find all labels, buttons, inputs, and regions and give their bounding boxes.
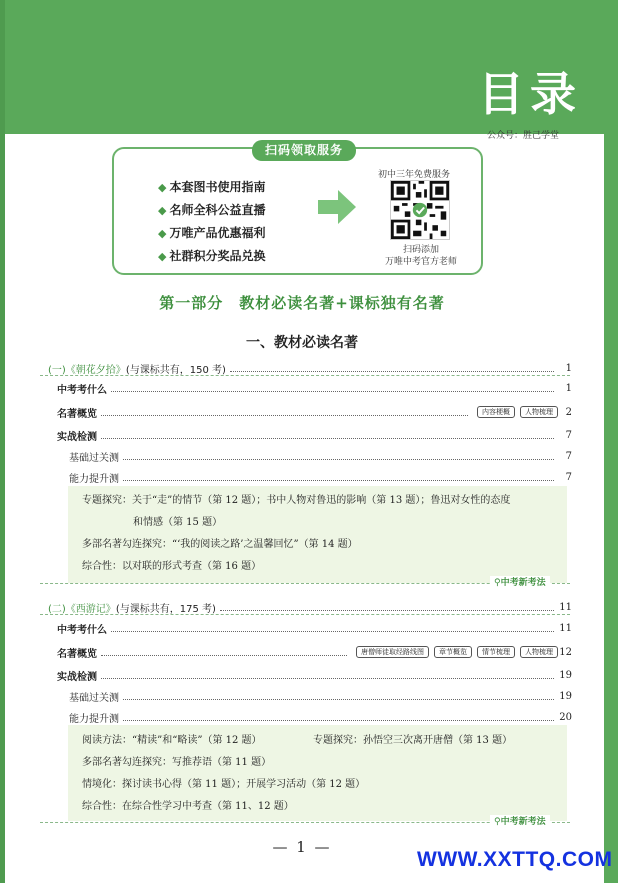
diamond-icon: ◆ — [158, 250, 167, 263]
tag: 唐僧师徒取经路线图 — [356, 646, 429, 658]
tag: 章节概览 — [434, 646, 472, 658]
toc-title: 目录 — [478, 67, 582, 121]
topic-item: 和情感（第 15 题） — [133, 517, 223, 528]
qr-caption-top: 初中三年免费服务 — [378, 170, 451, 180]
watermark-site: WWW.XXTTQ.COM — [417, 848, 613, 871]
topic-item: 综合性：在综合性学习中考查（第 11、12 题） — [82, 801, 294, 812]
gongzhonghao-label: 公众号：胜己学堂 — [487, 131, 560, 141]
qr-caption-2: 万唯中考官方老师 — [384, 257, 457, 267]
part-title: 第一部分 教材必读名著+课标独有名著 — [159, 294, 445, 312]
section-title: 一、教材必读名著 — [246, 335, 358, 351]
tag: 内容梗概 — [477, 406, 515, 418]
toc-entry[interactable]: 中考考什么 1 — [57, 382, 572, 396]
service-item: ◆ 万唯产品优惠福利 — [158, 226, 266, 240]
tag: 情节梳理 — [477, 646, 515, 658]
service-item: ◆ 社群积分奖品兑换 — [158, 249, 266, 263]
toc-entry[interactable]: 能力提升测 20 — [69, 711, 572, 725]
right-band — [604, 0, 618, 883]
left-edge — [0, 0, 5, 883]
qr-caption-1: 扫码添加 — [402, 245, 439, 255]
topic-item: 专题探究：孙悟空三次离开唐僧（第 13 题） — [313, 735, 513, 746]
pin-icon: ⚲ — [494, 578, 501, 588]
qr-code[interactable] — [390, 180, 450, 240]
toc-entry[interactable]: 实战检测 19 — [57, 669, 572, 683]
service-item: ◆ 本套图书使用指南 — [158, 180, 266, 194]
pin-icon: ⚲ — [494, 817, 501, 827]
toc-entry[interactable]: 名著概览 唐僧师徒取经路线图 章节概览 情节梳理 人物梳理 12 — [57, 646, 572, 660]
topic-item: 多部名著勾连探究：“‘我的阅读之路’之温馨回忆”（第 14 题） — [82, 539, 358, 550]
toc-entry[interactable]: 基础过关测 19 — [69, 690, 572, 704]
toc-entry-book1[interactable]: (一)《朝花夕拾》(与课标共有，150 考) 1 — [48, 362, 572, 376]
tag: 人物梳理 — [520, 406, 558, 418]
new-method-badge: ⚲中考新考法 — [490, 815, 550, 829]
topic-item: 综合性：以对联的形式考查（第 16 题） — [82, 561, 262, 572]
toc-entry[interactable]: 基础过关测 7 — [69, 450, 572, 464]
diamond-icon: ◆ — [158, 181, 167, 194]
toc-entry[interactable]: 中考考什么 11 — [57, 622, 572, 636]
toc-entry-book2[interactable]: (二)《西游记》(与课标共有，175 考) 11 — [48, 601, 572, 615]
tag: 人物梳理 — [520, 646, 558, 658]
diamond-icon: ◆ — [158, 204, 167, 217]
new-method-badge: ⚲中考新考法 — [490, 576, 550, 590]
diamond-icon: ◆ — [158, 227, 167, 240]
toc-entry[interactable]: 能力提升测 7 — [69, 471, 572, 485]
topic-item: 专题探究：关于“走”的情节（第 12 题）；书中人物对鲁迅的影响（第 13 题）；鲁迅对女性的态度 — [82, 495, 511, 506]
topic-item: 多部名著勾连探究：写推荐语（第 11 题） — [82, 757, 272, 768]
arrow-right-icon — [318, 190, 356, 224]
topic-item: 情境化：探讨读书心得（第 11 题）；开展学习活动（第 12 题） — [82, 779, 366, 790]
toc-entry[interactable]: 名著概览 内容梗概 人物梳理 2 — [57, 406, 572, 420]
topic-item: 阅读方法：“精读”和“略读”（第 12 题） — [82, 735, 262, 746]
service-item: ◆ 名师全科公益直播 — [158, 203, 266, 217]
page-number: — 1 — — [272, 838, 332, 856]
scan-service-tab: 扫码领取服务 — [252, 140, 356, 161]
toc-entry[interactable]: 实战检测 7 — [57, 429, 572, 443]
service-list — [158, 176, 265, 268]
